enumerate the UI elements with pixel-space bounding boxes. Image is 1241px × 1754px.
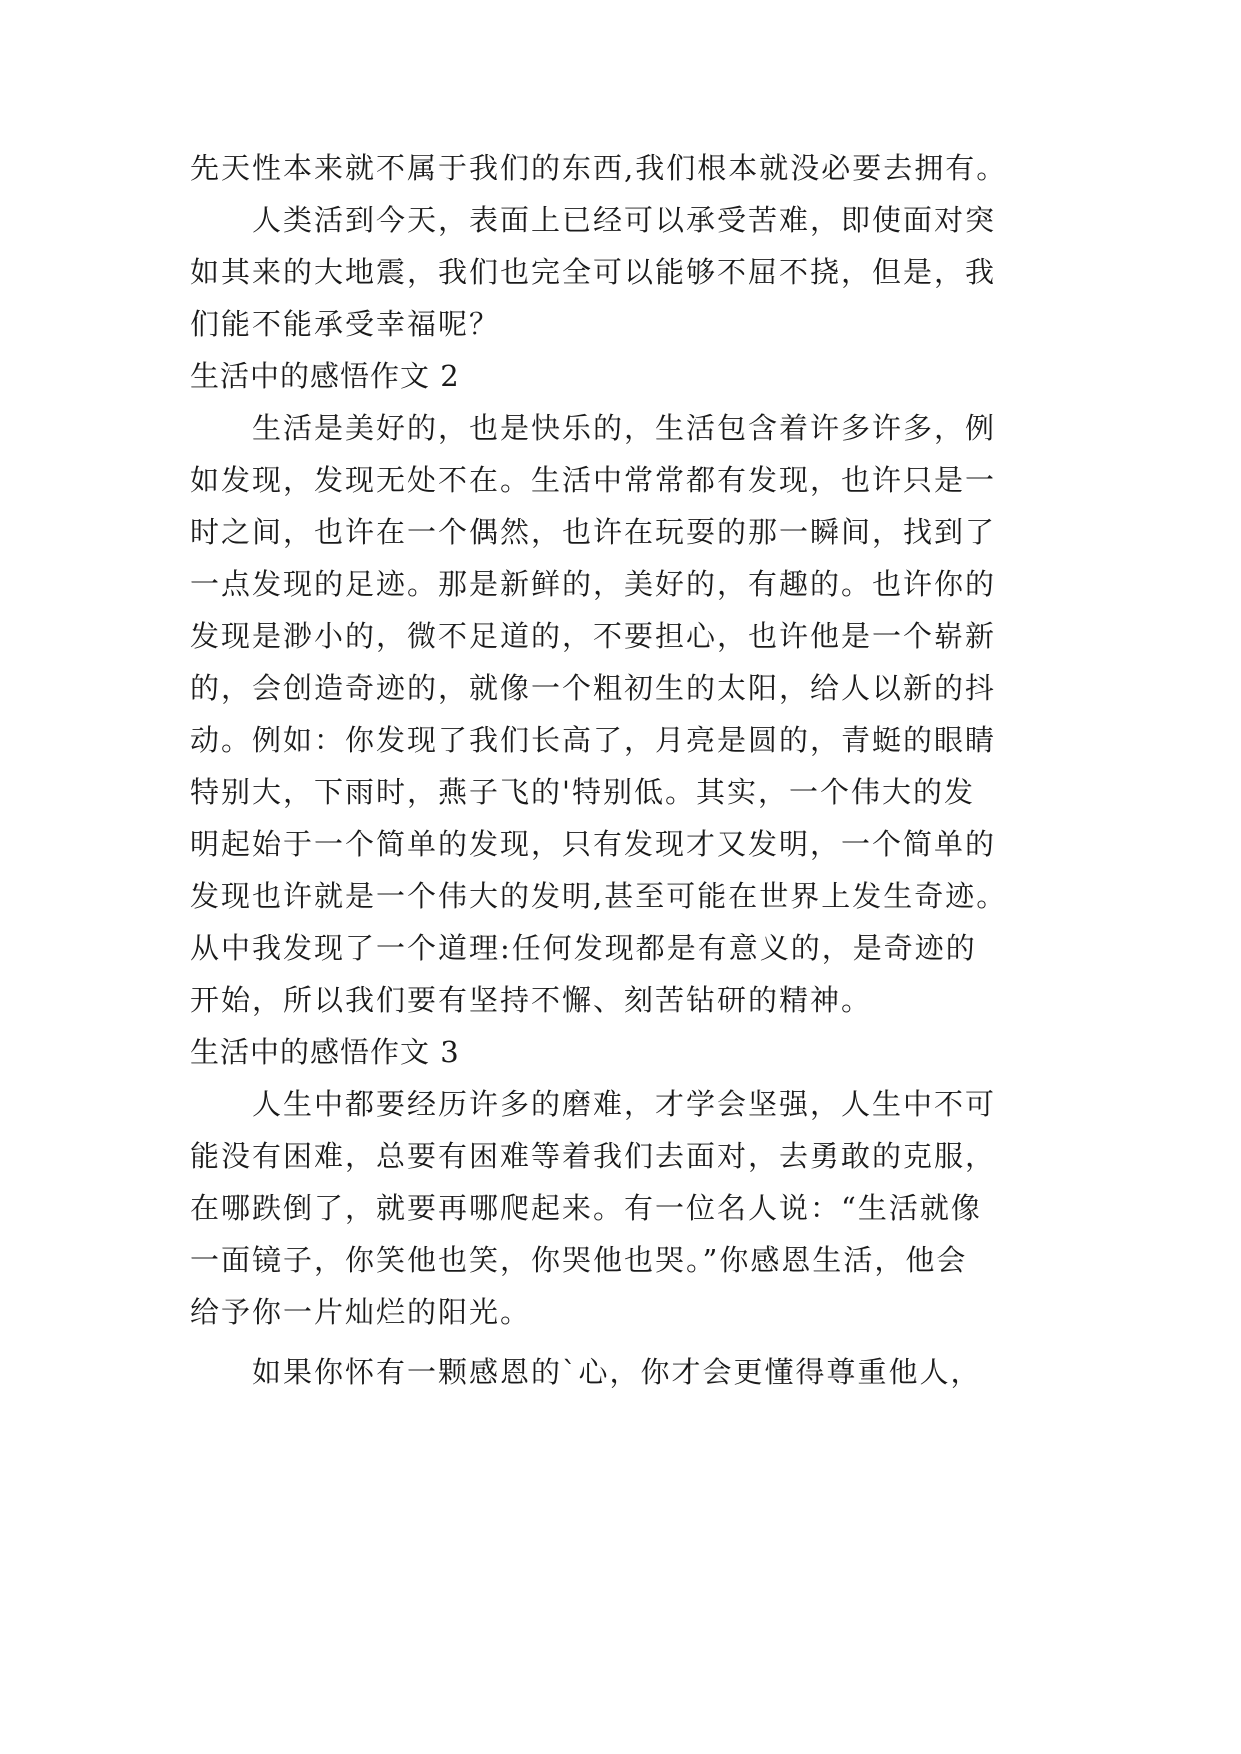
paragraph-line: 人类活到今天，表面上已经可以承受苦难，即使面对突: [252, 203, 997, 237]
paragraph-line: 如发现，发现无处不在。生活中常常都有发现，也许只是一: [190, 463, 997, 497]
section-heading-2: 生活中的感悟作文 2: [190, 359, 460, 393]
paragraph-line: 给予你一片灿烂的阳光。: [190, 1295, 532, 1329]
paragraph-line: 的，会创造奇迹的，就像一个粗初生的太阳，给人以新的抖: [190, 671, 997, 705]
paragraph-line: 时之间，也许在一个偶然，也许在玩耍的那一瞬间，找到了: [190, 515, 997, 549]
paragraph-line: 们能不能承受幸福呢？: [190, 307, 501, 341]
paragraph-line: 发现也许就是一个伟大的发明,甚至可能在世界上发生奇迹。: [190, 879, 1008, 913]
paragraph-line: 从中我发现了一个道理:任何发现都是有意义的，是奇迹的: [190, 931, 977, 965]
paragraph-line: 能没有困难，总要有困难等着我们去面对，去勇敢的克服，: [190, 1139, 997, 1173]
paragraph-line: 动。例如：你发现了我们长高了，月亮是圆的，青蜓的眼睛: [190, 723, 997, 757]
paragraph-line: 先天性本来就不属于我们的东西,我们根本就没必要去拥有。: [190, 151, 1008, 185]
paragraph-line: 人生中都要经历许多的磨难，才学会坚强，人生中不可: [252, 1087, 997, 1121]
paragraph-line: 如果你怀有一颗感恩的`心，你才会更懂得尊重他人，: [252, 1355, 982, 1389]
paragraph-line: 在哪跌倒了，就要再哪爬起来。有一位名人说：“生活就像: [190, 1191, 982, 1225]
paragraph-line: 开始，所以我们要有坚持不懈、刻苦钻研的精神。: [190, 983, 873, 1017]
paragraph-line: 一点发现的足迹。那是新鲜的，美好的，有趣的。也许你的: [190, 567, 997, 601]
paragraph-line: 明起始于一个简单的发现，只有发现才又发明，一个简单的: [190, 827, 997, 861]
paragraph-line: 一面镜子，你笑他也笑，你哭他也哭。”你感恩生活，他会: [190, 1243, 968, 1277]
paragraph-line: 特别大，下雨时，燕子飞的'特别低。其实，一个伟大的发: [190, 775, 975, 809]
paragraph-line: 发现是渺小的，微不足道的，不要担心，也许他是一个崭新: [190, 619, 997, 653]
section-heading-3: 生活中的感悟作文 3: [190, 1035, 460, 1069]
paragraph-line: 如其来的大地震，我们也完全可以能够不屈不挠，但是，我: [190, 255, 997, 289]
paragraph-line: 生活是美好的，也是快乐的，生活包含着许多许多，例: [252, 411, 997, 445]
